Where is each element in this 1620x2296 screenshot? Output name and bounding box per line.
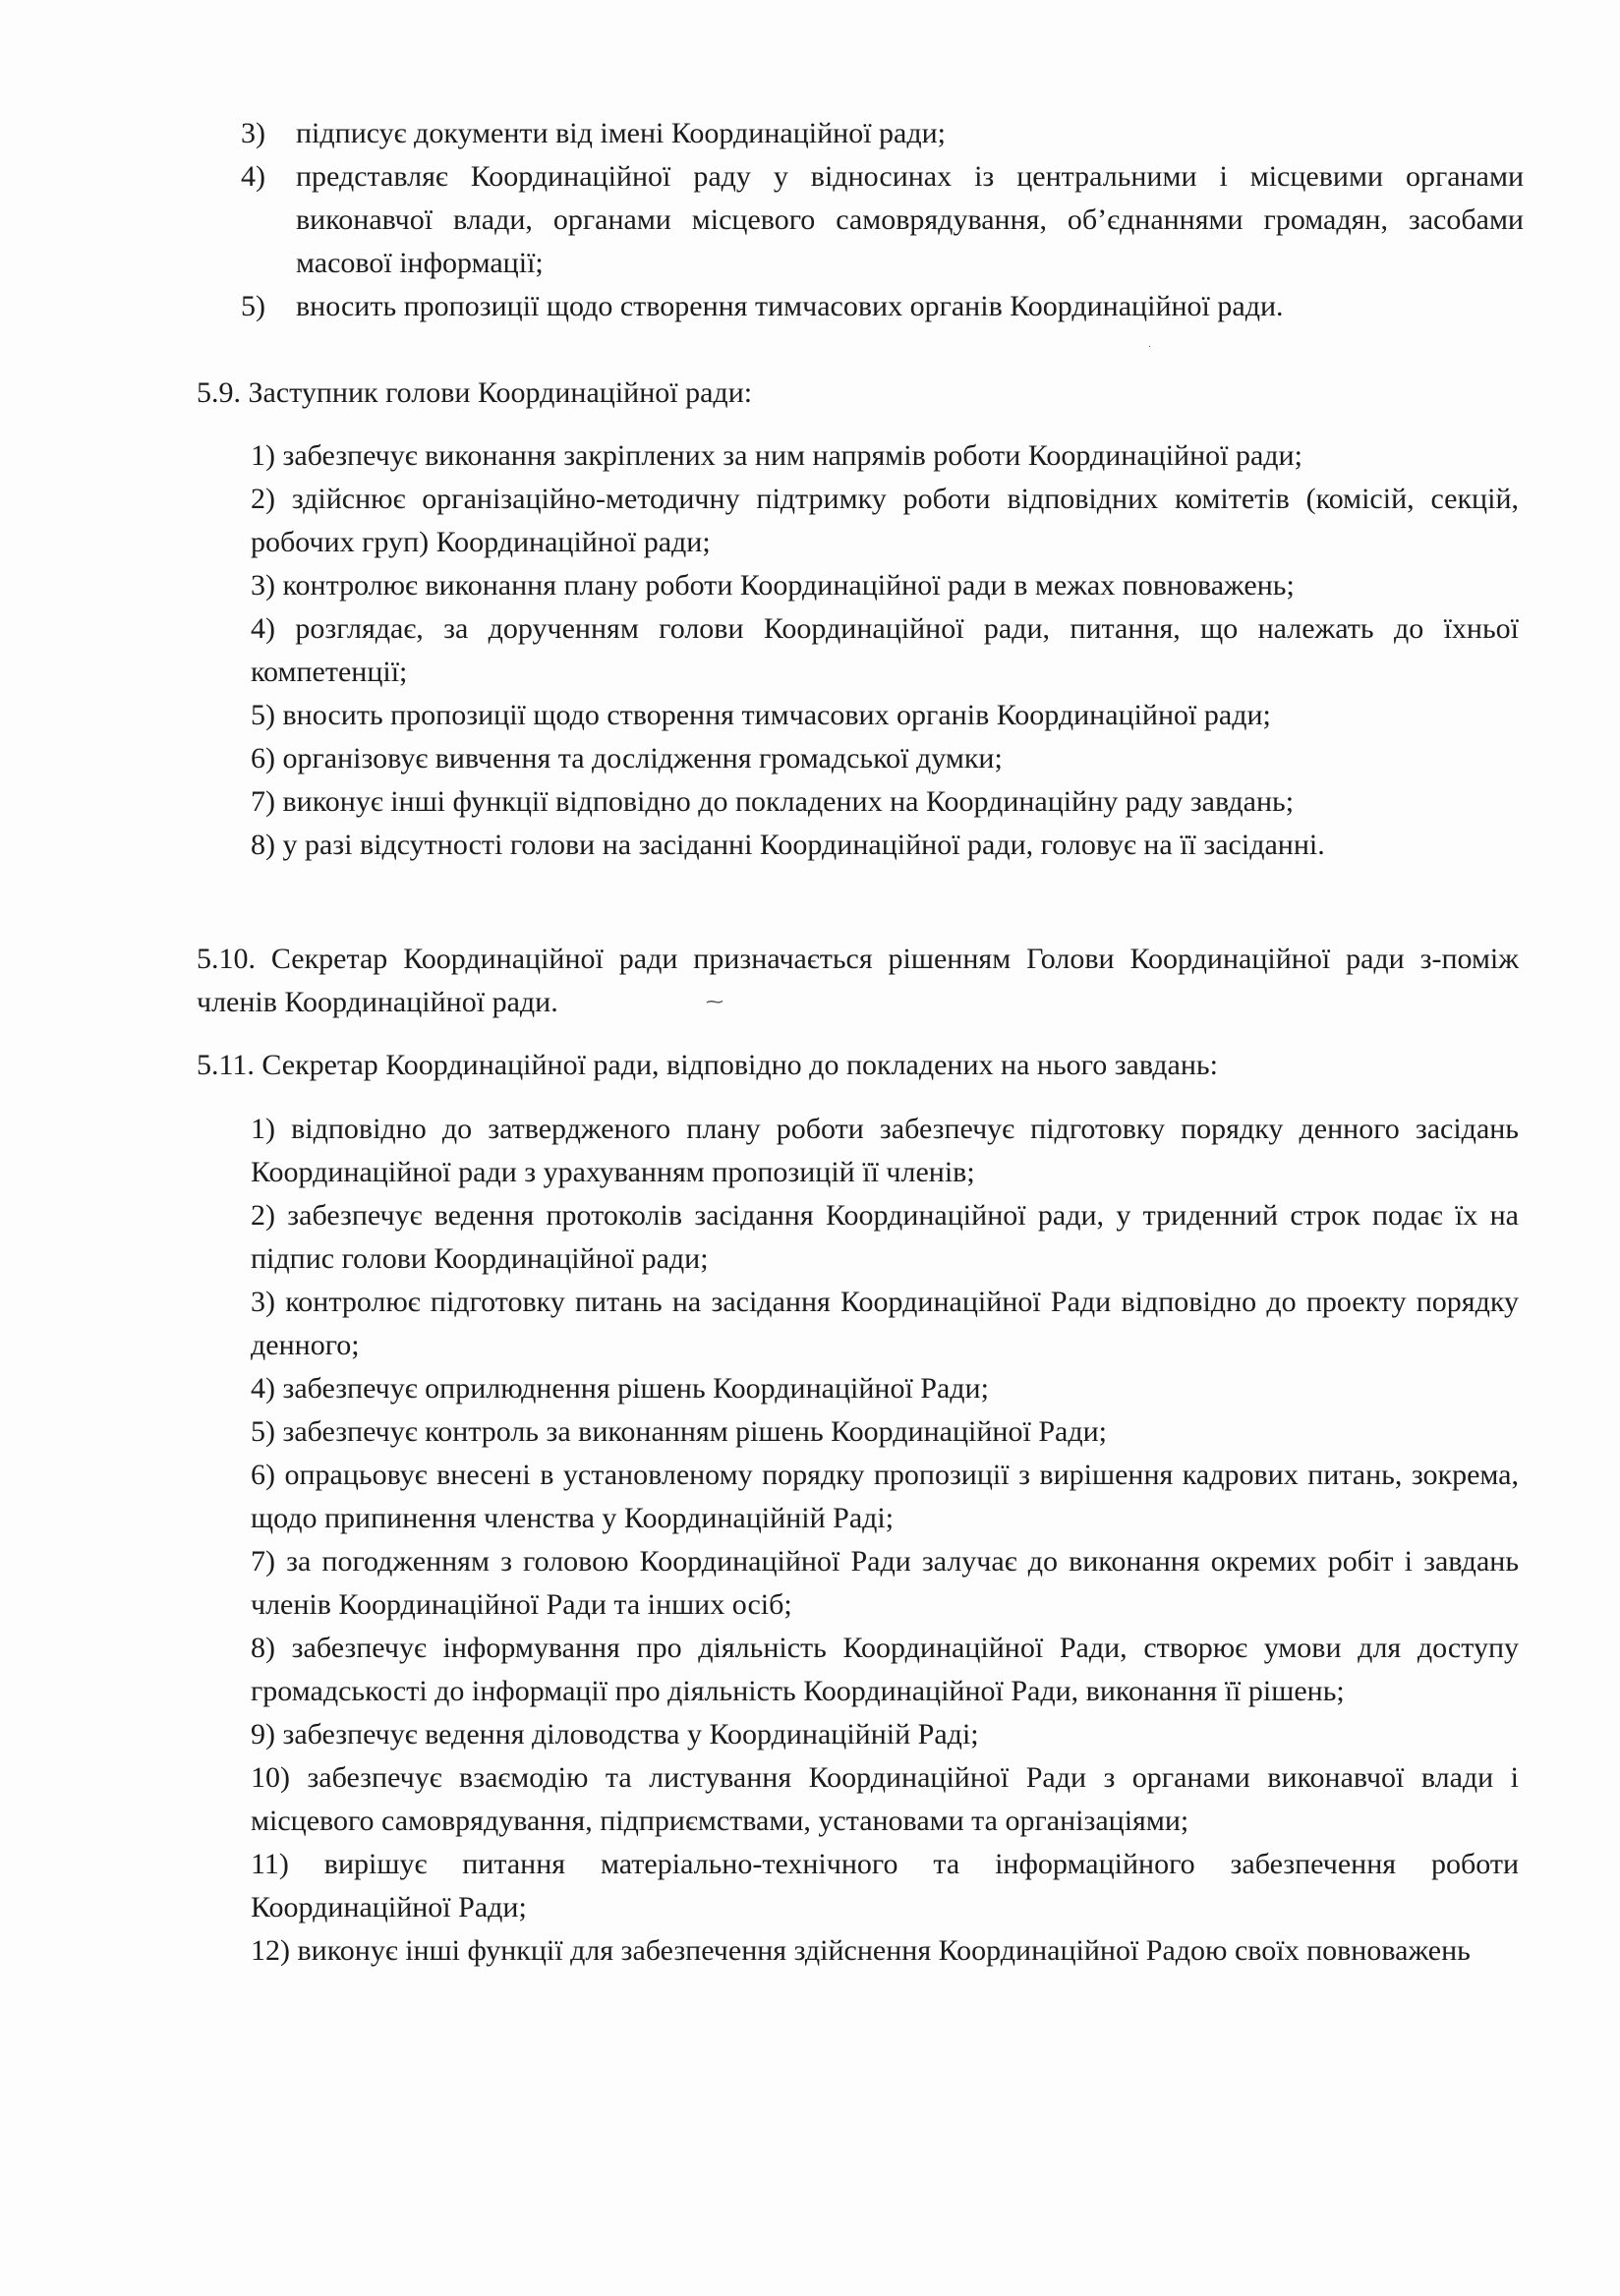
scan-mark: ⁓ <box>706 992 723 1012</box>
section-5-9-list <box>251 434 1519 867</box>
list-item <box>241 112 1524 155</box>
list-item: 2) здійснює організаційно-методичну підтримку роботи відповідних комітетів (комісій, секцій, робочих груп) Координаційної ради; <box>251 483 1519 558</box>
list-item: 1) забезпечує виконання закріплених за ним напрямів роботи Координаційної ради; <box>251 439 1302 472</box>
list-item-number: 5) <box>241 290 265 322</box>
list-item: 4) розглядає, за дорученням голови Координаційної ради, питання, що належать до їхньої компетенції; <box>251 612 1519 688</box>
section-5-11-heading: 5.11. Секретар Координаційної ради, відповідно до покладених на нього завдань: <box>197 1049 1218 1081</box>
list-item: 5) забезпечує контроль за виконанням рішень Координаційної Ради; <box>251 1415 1107 1448</box>
list-item-text: вносить пропозиції щодо створення тимчасових органів Координаційної ради. <box>296 290 1284 322</box>
list-item: 7) за погодженням з головою Координаційної Ради залучає до виконання окремих робіт і завдань членів Координаційної Ради та інших осіб; <box>251 1545 1519 1621</box>
list-item: 10) забезпечує взаємодію та листування Координаційної Ради з органами виконавчої влади і місцевого самоврядування, підприємствами, установами та організаціями; <box>251 1761 1519 1837</box>
list-item: 3) контролює виконання плану роботи Координаційної ради в межах повноважень; <box>251 569 1295 602</box>
list-item <box>241 155 1524 285</box>
top-list <box>241 112 1524 328</box>
scan-mark: · <box>1148 342 1152 353</box>
list-item: 8) забезпечує інформування про діяльність Координаційної Ради, створює умови для доступу громадськості до інформації про діяльність Координаційної Ради, виконання її рішень; <box>251 1632 1519 1707</box>
section-5-11-list <box>251 1108 1519 1973</box>
list-item-text: представляє Координаційної раду у відносинах із центральними і місцевими органами виконавчої влади, органами місцевого самоврядування, об’єднаннями громадян, засобами масової інформації; <box>296 160 1524 279</box>
section-5-10-text: 5.10. Секретар Координаційної ради призначається рішенням Голови Координаційної ради з-поміж членів Координаційної ради. <box>197 943 1519 1018</box>
list-item: 7) виконує інші функції відповідно до покладених на Координаційну раду завдань; <box>251 785 1295 818</box>
list-item-text: підписує документи від імені Координаційної ради; <box>296 117 946 149</box>
list-item: 12) виконує інші функції для забезпечення здійснення Координаційної Радою своїх повноважень <box>251 1934 1471 1967</box>
list-item: 6) опрацьовує внесені в установленому порядку пропозиції з вирішення кадрових питань, зокрема, щодо припинення членства у Координаційній Раді; <box>251 1459 1519 1534</box>
list-item: 1) відповідно до затвердженого плану роботи забезпечує підготовку порядку денного засідань Координаційної ради з урахуванням пропозицій її членів; <box>251 1113 1519 1188</box>
list-item: 5) вносить пропозиції щодо створення тимчасових органів Координаційної ради; <box>251 699 1271 731</box>
list-item: 3) контролює підготовку питань на засідання Координаційної Ради відповідно до проекту порядку денного; <box>251 1286 1519 1361</box>
list-item: 11) вирішує питання матеріально-технічного та інформаційного забезпечення роботи Координаційної Ради; <box>251 1848 1519 1923</box>
list-item: 2) забезпечує ведення протоколів засідання Координаційної ради, у триденний строк подає їх на підпис голови Координаційної ради; <box>251 1199 1519 1275</box>
list-item: 6) організовує вивчення та дослідження громадської думки; <box>251 742 1003 775</box>
section-5-9-heading: 5.9. Заступник голови Координаційної ради: <box>197 376 753 409</box>
list-item-number: 4) <box>241 160 265 193</box>
list-item: 9) забезпечує ведення діловодства у Координаційній Раді; <box>251 1718 979 1751</box>
list-item-number: 3) <box>241 117 265 149</box>
list-item: 4) забезпечує оприлюднення рішень Координаційної Ради; <box>251 1372 989 1405</box>
list-item: 8) у разі відсутності голови на засіданні Координаційної ради, головує на її засіданні. <box>251 829 1325 861</box>
list-item <box>241 285 1524 328</box>
